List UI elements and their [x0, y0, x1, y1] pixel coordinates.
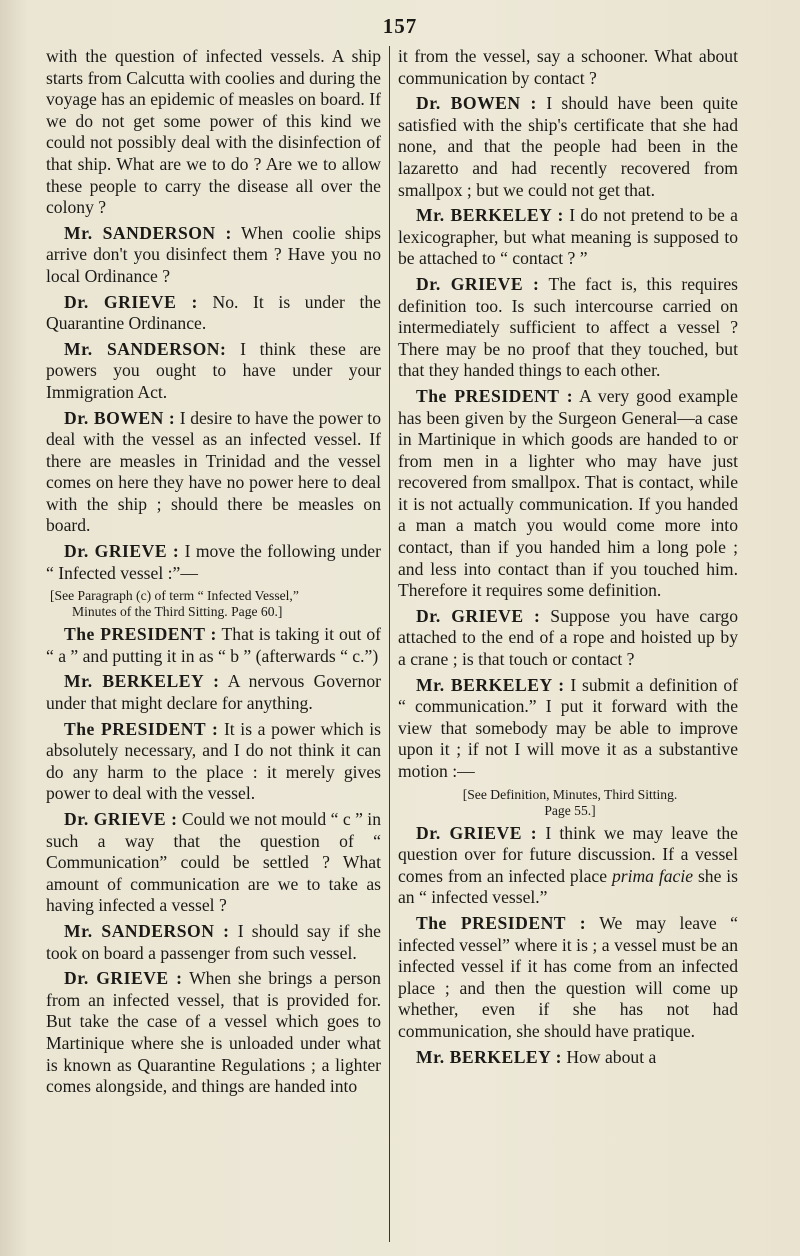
column-divider: [389, 46, 390, 1242]
paragraph: Dr. GRIEVE : Could we not mould “ c ” in such a way that the question of “ Communication” could be settled ? What amount of communication are we to take as having infected a vessel ?: [46, 809, 381, 916]
paragraph: The PRESIDENT : That is taking it out of “ a ” and putting it in as “ b ” (afterwards “ c.”): [46, 624, 381, 666]
paragraph: Mr. BERKELEY : A nervous Governor under that might declare for anything.: [46, 671, 381, 714]
paragraph: Mr. BERKELEY : I submit a definition of “ communication.” I put it forward with the view that somebody may be able to improve upon it ; if not I will move it as a substantive motion :—: [398, 674, 738, 781]
paragraph: The PRESIDENT : We may leave “ infected vessel” where it is ; a vessel must be an infected vessel if it has come from an infected place ; and then the question will come up whether, even if she has not had communication, she should have pratique.: [398, 912, 738, 1041]
paragraph: The PRESIDENT : A very good example has been given by the Surgeon General—a case in Martinique in which goods are handed to or from men in a lighter who may have just recovered from smallpox. That is contact, while it is not actually communication. If you handed a man a match you would come more into contact, than if you handed him a long pole ; and less into contact than if you touched him. Therefore it requires some definition.: [398, 385, 738, 601]
paragraph: Mr. SANDERSON : When coolie ships arrive don't you disinfect them ? Have you no local Ordinance ?: [46, 222, 381, 286]
speaker-name: Mr. BERKELEY :: [416, 205, 564, 226]
speaker-name: Dr. GRIEVE :: [64, 809, 178, 829]
paragraph: The PRESIDENT : It is a power which is absolutely necessary, and I do not think it can do any harm to the place : it merely gives power to deal with the vessel.: [46, 718, 382, 804]
paragraph: Dr. GRIEVE : When she brings a person from an infected vessel, that is provided for. But take the case of a vessel which goes to Martinique where she is unloaded under what is known as Quarantine Regulations ; a lighter comes alongside, and things are handed into: [46, 968, 381, 1097]
paragraph: Mr. SANDERSON : I should say if she took on board a passenger from such vessel.: [46, 920, 381, 963]
editorial-note: [See Paragraph (c) of term “ Infected Vessel,” Minutes of the Third Sitting. Page 60.]: [50, 588, 299, 620]
speaker-name: Dr. GRIEVE :: [416, 822, 538, 843]
speaker-name: Dr. GRIEVE :: [64, 968, 183, 989]
speaker-name: Dr. BOWEN :: [64, 407, 176, 428]
paragraph: Dr. BOWEN : I desire to have the power to deal with the vessel as an infected vessel. If there are measles in Trinidad and the vessel comes on here they have no power here to deal with the ship ; should there be measles on board.: [46, 407, 381, 536]
speaker-name: The PRESIDENT :: [64, 718, 219, 739]
speaker-name: Mr. BERKELEY :: [416, 1046, 562, 1067]
speaker-name: Mr. SANDERSON:: [64, 338, 227, 359]
editorial-note: [See Definition, Minutes, Third Sitting. Page 55.]: [462, 786, 678, 818]
speaker-name: The PRESIDENT :: [416, 912, 587, 933]
speaker-name: Dr. BOWEN :: [416, 93, 537, 114]
left-column: [46, 46, 381, 1102]
speaker-name: Dr. GRIEVE :: [64, 541, 180, 562]
speaker-name: Dr. GRIEVE :: [416, 605, 541, 626]
paragraph: Dr. BOWEN : I should have been quite satisfied with the ship's certificate that she had none, and that the people had been in the lazaretto and had recently recovered from smallpox ; but we could not get that.: [398, 93, 738, 200]
speaker-name: The PRESIDENT :: [64, 624, 217, 645]
paragraph: Mr. BERKELEY : I do not pretend to be a lexicographer, but what meaning is supposed to be attached to “ contact ? ”: [398, 205, 738, 269]
paragraph: Mr. BERKELEY : How about a: [416, 1046, 657, 1067]
paragraph: with the question of infected vessels. A ship starts from Calcutta with coolies and during the voyage has an epidemic of measles on board. If we do not get some power of this kind we could not possibly deal with the disinfection of that ship. What are we to do ? Are we to allow these people to carry the disease all over the colony ?: [46, 46, 381, 218]
paragraph: Mr. SANDERSON: I think these are powers you ought to have under your Immigration Act.: [46, 338, 381, 402]
latin-phrase: prima facie: [611, 865, 694, 886]
speaker-name: Dr. GRIEVE :: [416, 273, 540, 294]
paragraph: Dr. GRIEVE : Suppose you have cargo attached to the end of a rope and hoisted up by a crane ; is that touch or contact ?: [398, 605, 738, 670]
paragraph: Dr. GRIEVE : The fact is, this requires definition too. Is such intercourse carried on intermediately sufficient to affect a vessel ? There may be no proof that they touched, but that they handed things to each other.: [398, 273, 738, 381]
paragraph: it from the vessel, say a schooner. What about communication by contact ?: [398, 46, 738, 88]
right-column: [398, 46, 738, 1072]
speaker-name: Mr. SANDERSON :: [64, 920, 230, 941]
paragraph: Dr. GRIEVE : No. It is under the Quarantine Ordinance.: [46, 291, 381, 334]
speaker-name: Mr. SANDERSON :: [64, 222, 232, 243]
speaker-name: Dr. GRIEVE :: [64, 291, 198, 312]
paragraph: Dr. GRIEVE : I think we may leave the question over for future discussion. If a vessel comes from an infected place prima facie she is an “ infected vessel.”: [398, 822, 739, 908]
paragraph: Dr. GRIEVE : I move the following under “ Infected vessel :”—: [46, 541, 381, 583]
speaker-name: Mr. BERKELEY :: [64, 671, 220, 692]
speaker-name: Mr. BERKELEY :: [416, 674, 565, 695]
page-number: 157: [382, 14, 418, 38]
speaker-name: The PRESIDENT :: [416, 385, 574, 406]
